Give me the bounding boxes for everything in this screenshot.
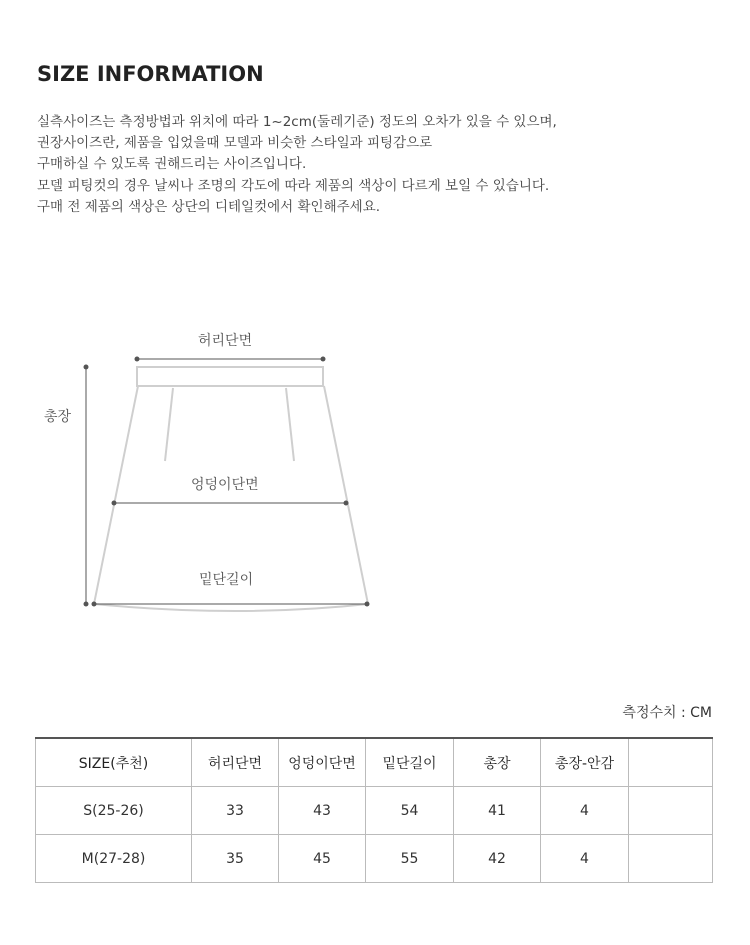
- table-header: 총장: [454, 738, 541, 787]
- length-label: 총장: [44, 409, 72, 425]
- length-measure-dot: [84, 602, 89, 607]
- table-cell: 33: [192, 787, 279, 835]
- waistband-outline: [137, 367, 323, 386]
- waist-label: 허리단면: [198, 333, 253, 349]
- left-dart: [165, 388, 173, 461]
- note-line: 실측사이즈는 측정방법과 위치에 따라 1~2cm(둘레기준) 정도의 오차가 있을 수 있으며,: [37, 114, 557, 130]
- unit-label: 측정수치 : CM: [622, 705, 712, 721]
- table-cell: 55: [366, 835, 454, 883]
- table-cell: 43: [279, 787, 366, 835]
- table-cell: 54: [366, 787, 454, 835]
- note-line: 권장사이즈란, 제품을 입었을때 모델과 비슷한 스타일과 피팅감으로: [37, 135, 433, 152]
- table-cell: 45: [279, 835, 366, 883]
- waist-measure-dot: [321, 357, 326, 362]
- note-line: 구매하실 수 있도록 권해드리는 사이즈입니다.: [37, 156, 307, 173]
- table-header: SIZE(추천): [36, 738, 192, 787]
- hip-label: 엉덩이단면: [191, 477, 259, 493]
- table-header: 밑단길이: [366, 738, 454, 787]
- table-cell: 35: [192, 835, 279, 883]
- table-row: [36, 787, 713, 835]
- table-cell: [629, 835, 713, 883]
- hem-label: 밑단길이: [199, 572, 254, 588]
- note-line: 모델 피팅컷의 경우 날씨나 조명의 각도에 따라 제품의 색상이 다르게 보일 수 있습니다.: [37, 177, 550, 194]
- table-cell: 4: [541, 835, 629, 883]
- hem-measure-dot: [92, 602, 97, 607]
- table-cell: 4: [541, 787, 629, 835]
- hem-measure-dot: [365, 602, 370, 607]
- note-line: 구매 전 제품의 색상은 상단의 디테일컷에서 확인해주세요.: [37, 198, 381, 215]
- table-header: [629, 738, 713, 787]
- right-dart: [286, 388, 294, 461]
- hip-measure-dot: [112, 501, 117, 506]
- table-header: 총장-안감: [541, 738, 629, 787]
- table-header: 허리단면: [192, 738, 279, 787]
- table-cell: 41: [454, 787, 541, 835]
- length-measure-dot: [84, 365, 89, 370]
- hip-measure-dot: [344, 501, 349, 506]
- page-title: SIZE INFORMATION: [37, 62, 264, 86]
- table-cell: [629, 787, 713, 835]
- table-cell: M(27-28): [36, 835, 192, 883]
- table-header-row: [36, 738, 713, 787]
- table-row: [36, 835, 713, 883]
- size-notes: [37, 112, 557, 218]
- table-header: 엉덩이단면: [279, 738, 366, 787]
- size-table: [35, 737, 713, 883]
- waist-measure-dot: [135, 357, 140, 362]
- table-cell: 42: [454, 835, 541, 883]
- table-cell: S(25-26): [36, 787, 192, 835]
